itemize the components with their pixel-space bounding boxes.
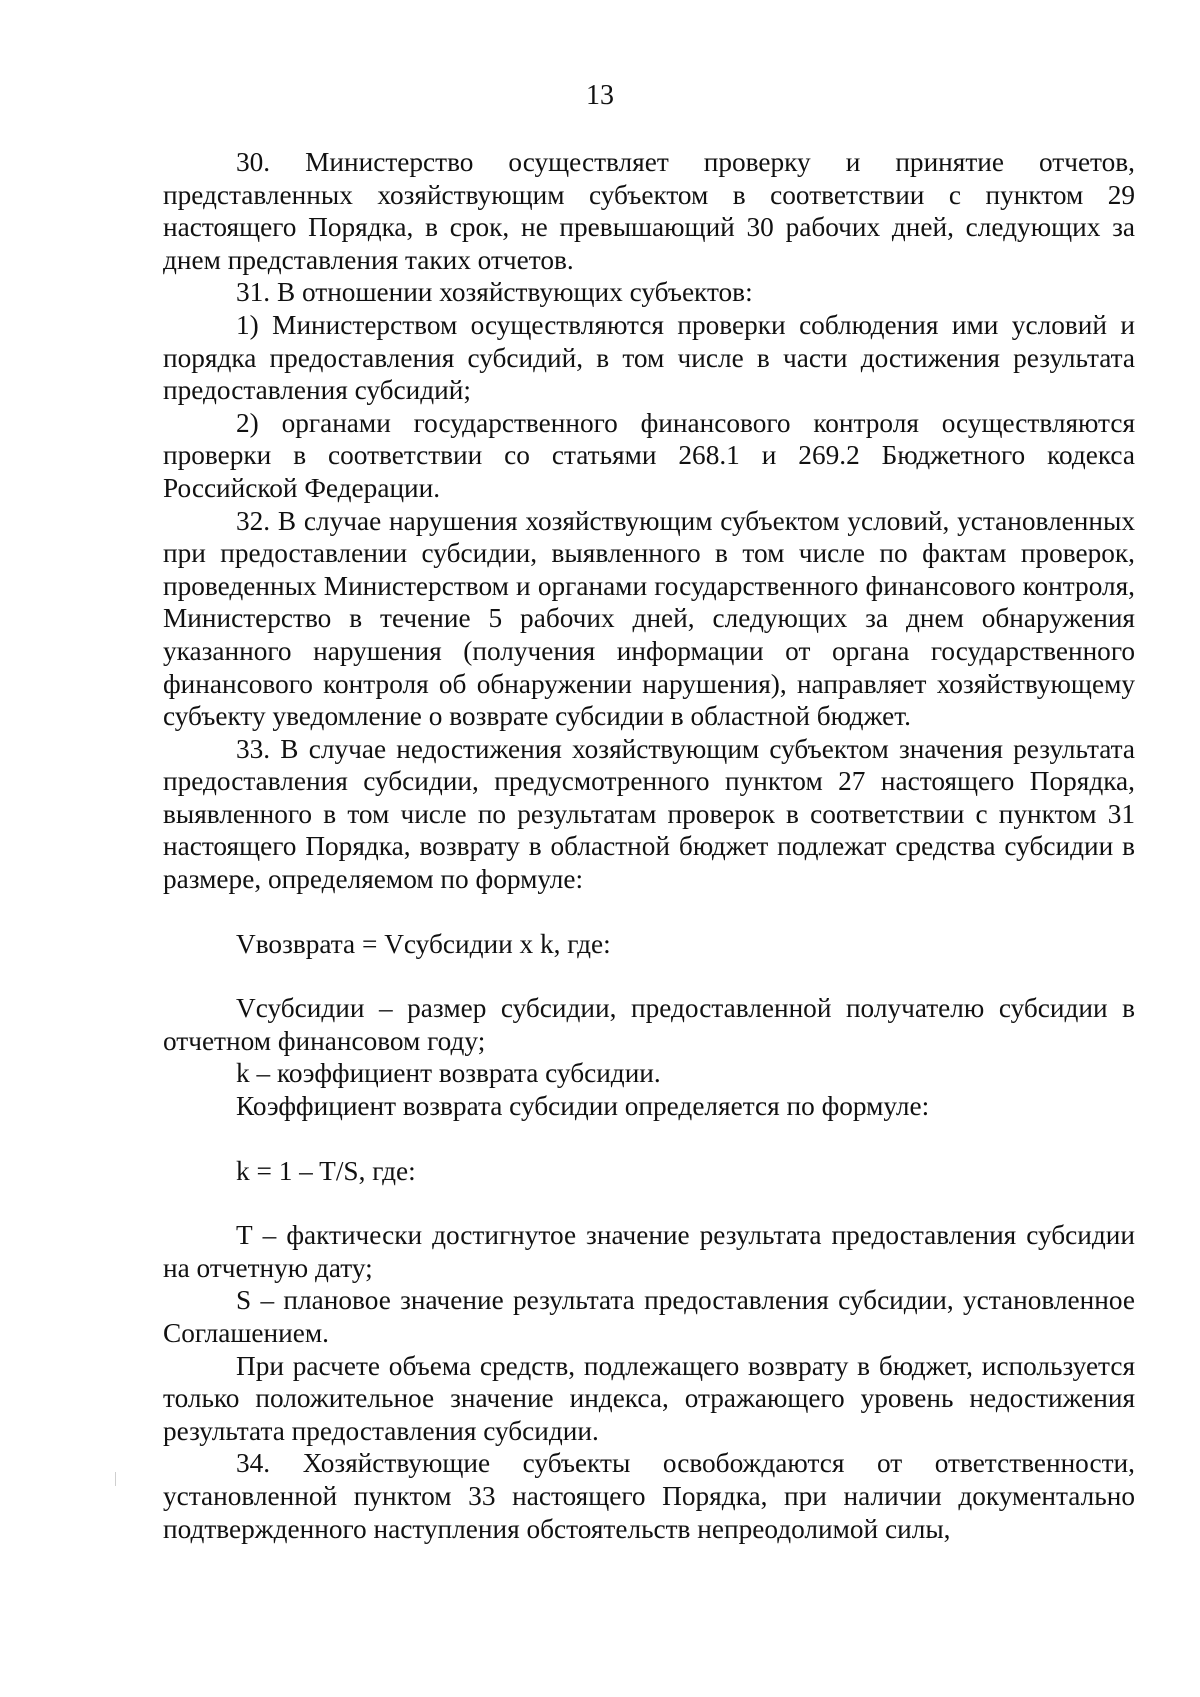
paragraph-30: 30. Министерство осуществляет проверку и принятие отчетов, представленных хозяйствующим субъектом в соответствии с пунктом 29 настоящего Порядка, в срок, не превышающий 30 рабочих дней, следующих за днем представления таких отчетов. <box>163 147 1135 275</box>
definition-v-subsidy: Vсубсидии – размер субсидии, предоставленной получателю субсидии в отчетном финансовом году; <box>163 993 1135 1056</box>
paragraph-31-item-2: 2) органами государственного финансового контроля осуществляются проверки в соответствии со статьями 268.1 и 269.2 Бюджетного кодекса Российской Федерации. <box>163 407 1135 503</box>
paragraph-calculation-note: При расчете объема средств, подлежащего возврату в бюджет, используется только положительное значение индекса, отражающего уровень недостижения результата предоставления субсидии. <box>163 1350 1135 1446</box>
document-body <box>163 146 1135 1545</box>
formula-return-volume: Vвозврата = Vсубсидии x k, где: <box>236 928 611 959</box>
paragraph-33: 33. В случае недостижения хозяйствующим субъектом значения результата предоставления субсидии, предусмотренного пунктом 27 настоящего Порядка, выявленного в том числе по результатам проверок в соответствии с пунктом 31 настоящего Порядка, возврату в областной бюджет подлежат средства субсидии в размере, определяемом по формуле: <box>163 733 1135 895</box>
definition-t: Т – фактически достигнутое значение результата предоставления субсидии на отчетную дату; <box>163 1220 1135 1283</box>
paragraph-31: 31. В отношении хозяйствующих субъектов: <box>236 277 753 308</box>
coefficient-intro: Коэффициент возврата субсидии определяется по формуле: <box>236 1091 930 1122</box>
page-number: 13 <box>586 80 614 111</box>
scan-margin-mark <box>115 1472 116 1486</box>
paragraph-34: 34. Хозяйствующие субъекты освобождаются от ответственности, установленной пунктом 33 настоящего Порядка, при наличии документально подтвержденного наступления обстоятельств непреодолимой силы, <box>163 1448 1135 1544</box>
definition-k: k – коэффициент возврата субсидии. <box>236 1058 661 1089</box>
paragraph-32: 32. В случае нарушения хозяйствующим субъектом условий, установленных при предоставлении субсидии, выявленного в том числе по фактам проверок, проведенных Министерством и органами государственного финансового контроля, Министерство в течение 5 рабочих дней, следующих за днем обнаружения указанного нарушения (получения информации от органа государственного финансового контроля об обнаружении нарушения), направляет хозяйствующему субъекту уведомление о возврате субсидии в областной бюджет. <box>163 505 1135 732</box>
formula-coefficient: k = 1 – T/S, где: <box>236 1155 416 1186</box>
paragraph-31-item-1: 1) Министерством осуществляются проверки соблюдения ими условий и порядка предоставления субсидий, в том числе в части достижения результата предоставления субсидий; <box>163 309 1135 406</box>
definition-s: S – плановое значение результата предоставления субсидии, установленное Соглашением. <box>163 1285 1135 1348</box>
